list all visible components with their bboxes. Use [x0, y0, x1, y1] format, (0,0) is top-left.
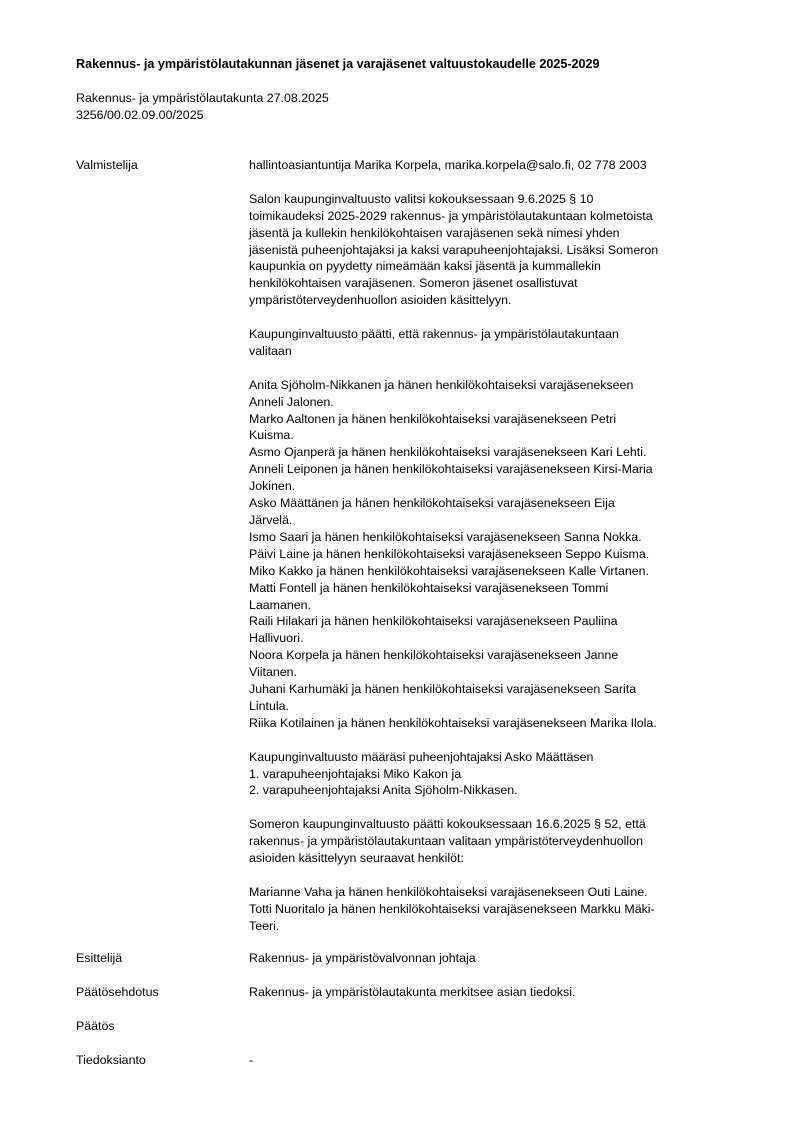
text-line: Kaupunginvaltuusto määräsi puheenjohtajaksi Asko Määttäsen — [249, 749, 594, 764]
text-line: ympäristöterveydenhuollon asioiden käsittelyyn. — [249, 293, 512, 308]
section-label: Päätös — [76, 1019, 115, 1033]
text-line: Anneli Leiponen ja hänen henkilökohtaiseksi varajäsenekseen Kirsi-Maria — [249, 462, 653, 477]
text-line: Hallivuori. — [249, 631, 304, 646]
text-line: 1. varapuheenjohtajaksi Miko Kakon ja — [249, 766, 462, 781]
text-line: Marianne Vaha ja hänen henkilökohtaiseksi varajäsenekseen Outi Laine. — [249, 884, 648, 899]
members-list — [249, 377, 737, 732]
text-line: Anneli Jalonen. — [249, 394, 334, 409]
text-line: Järvelä. — [249, 512, 293, 527]
text-line: jäsentä ja kullekin henkilökohtaisen varajäsenen sekä nimesi yhden — [249, 225, 620, 240]
text-line: Noora Korpela ja hänen henkilökohtaiseksi varajäsenekseen Janne — [249, 648, 619, 663]
text-line: Someron kaupunginvaltuusto päätti kokouksessaan 16.6.2025 § 52, että — [249, 817, 646, 832]
text-line: Viitanen. — [249, 665, 297, 680]
somero-paragraph — [249, 816, 737, 867]
section-content — [249, 157, 737, 935]
text-line: Miko Kakko ja hänen henkilökohtaiseksi varajäsenekseen Kalle Virtanen. — [249, 563, 649, 578]
section-label: Päätösehdotus — [76, 985, 159, 999]
reference-number: 3256/00.02.09.00/2025 — [76, 107, 204, 122]
somero-members-list — [249, 884, 737, 935]
text-line: rakennus- ja ympäristölautakuntaan valitaan ympäristöterveydenhuollon — [249, 834, 643, 849]
text-line: Raili Hilakari ja hänen henkilökohtaiseksi varajäsenekseen Pauliina — [249, 614, 618, 629]
text-line: Lintula. — [249, 698, 289, 713]
meeting-line: Rakennus- ja ympäristölautakunta 27.08.2025 — [76, 91, 329, 105]
text-line: Riika Kotilainen ja hänen henkilökohtaiseksi varajäsenekseen Marika Ilola. — [249, 715, 657, 730]
paragraph-appointment — [249, 191, 737, 309]
text-line: Jokinen. — [249, 479, 296, 494]
notification-value: - — [249, 1053, 254, 1067]
text-line: jäsenistä puheenjohtajaksi ja kaksi varapuheenjohtajaksi. Lisäksi Someron — [249, 242, 659, 257]
text-line: Kuisma. — [249, 428, 294, 443]
text-line: henkilökohtaisen varajäsenen. Someron jäsenet osallistuvat — [249, 276, 578, 291]
text-line: Kaupunginvaltuusto päätti, että rakennus- ja ympäristölautakuntaan — [249, 327, 619, 342]
paragraph-decision-intro — [249, 326, 737, 360]
text-line: Päivi Laine ja hänen henkilökohtaiseksi varajäsenekseen Seppo Kuisma. — [249, 546, 650, 561]
text-line: Laamanen. — [249, 597, 312, 612]
section-label: Esittelijä — [76, 951, 123, 965]
preparer-line: hallintoasiantuntija Marika Korpela, marika.korpela@salo.fi, 02 778 2003 — [249, 158, 647, 172]
chairs-paragraph — [249, 749, 737, 800]
text-line: Anita Sjöholm-Nikkanen ja hänen henkilökohtaiseksi varajäsenekseen — [249, 377, 634, 392]
text-line: valitaan — [249, 343, 292, 358]
text-line: kaupunkia on pyydetty nimeämään kaksi jäsentä ja kummallekin — [249, 259, 601, 274]
document-title: Rakennus- ja ympäristölautakunnan jäsenet ja varajäsenet valtuustokaudelle 2025-2029 — [76, 57, 600, 71]
document-meta — [76, 90, 329, 124]
text-line: 2. varapuheenjohtajaksi Anita Sjöholm-Nikkasen. — [249, 783, 518, 798]
presenter-value: Rakennus- ja ympäristövalvonnan johtaja — [249, 951, 476, 965]
text-line: Salon kaupunginvaltuusto valitsi kokouksessaan 9.6.2025 § 10 — [249, 191, 594, 206]
text-line: Marko Aaltonen ja hänen henkilökohtaiseksi varajäsenekseen Petri — [249, 411, 617, 426]
text-line: Matti Fontell ja hänen henkilökohtaiseksi varajäsenekseen Tommi — [249, 580, 609, 595]
text-line: Juhani Karhumäki ja hänen henkilökohtaiseksi varajäsenekseen Sarita — [249, 682, 637, 697]
text-line: Asmo Ojanperä ja hänen henkilökohtaiseksi varajäsenekseen Kari Lehti. — [249, 445, 647, 460]
text-line: Teeri. — [249, 918, 280, 933]
text-line: asioiden käsittelyyn seuraavat henkilöt: — [249, 851, 464, 866]
proposal-value: Rakennus- ja ympäristölautakunta merkitsee asian tiedoksi. — [249, 985, 576, 999]
section-label: Valmistelija — [76, 158, 138, 172]
text-line: Ismo Saari ja hänen henkilökohtaiseksi varajäsenekseen Sanna Nokka. — [249, 529, 642, 544]
section-label: Tiedoksianto — [76, 1053, 146, 1067]
text-line: Asko Määttänen ja hänen henkilökohtaiseksi varajäsenekseen Eija — [249, 496, 615, 511]
text-line: toimikaudeksi 2025-2029 rakennus- ja ympäristölautakuntaan kolmetoista — [249, 208, 653, 223]
text-line: Totti Nuoritalo ja hänen henkilökohtaiseksi varajäsenekseen Markku Mäki- — [249, 901, 655, 916]
